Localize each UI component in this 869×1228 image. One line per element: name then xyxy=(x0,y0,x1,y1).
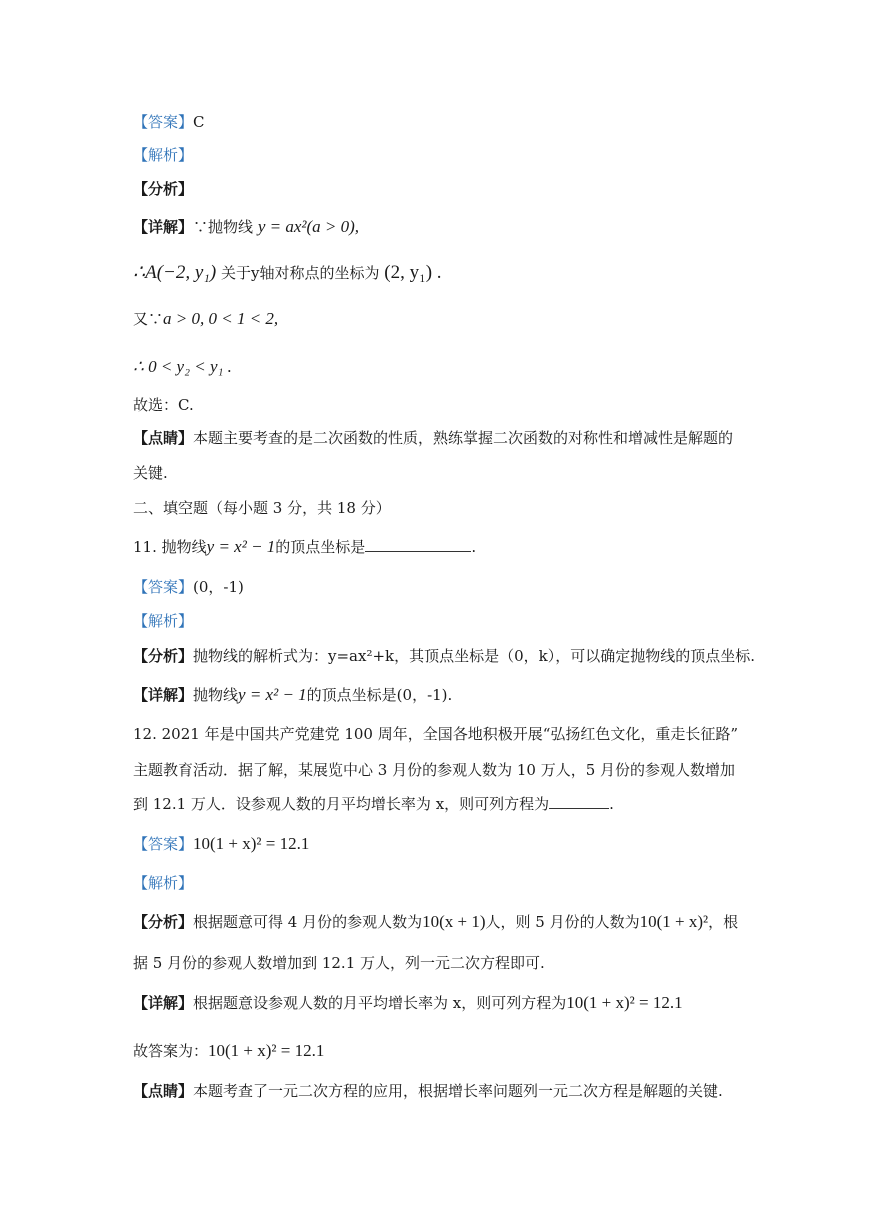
comment-text: 本题主要考查的是二次函数的性质，熟练掌握二次函数的对称性和增减性是解题的 xyxy=(193,429,734,447)
q12-period: . xyxy=(609,795,614,813)
q10-comment-line2: 关键. xyxy=(133,464,168,482)
q12-comment-line xyxy=(133,1084,723,1099)
q10-conclusion-line xyxy=(133,358,232,375)
q11-fenxi-line xyxy=(133,649,755,664)
answer-blank xyxy=(549,808,609,809)
q10-condition-line xyxy=(133,310,278,327)
q11-question-line xyxy=(133,538,476,555)
q10-detail-line xyxy=(133,218,359,235)
condition-text: 又∵ xyxy=(133,310,164,328)
detail-math: 10(1 + x)² = 12.1 xyxy=(566,993,683,1012)
q11-text-a: 抛物线 xyxy=(161,538,207,556)
section-title: 二、填空题（每小题 3 分，共 18 分） xyxy=(133,499,391,517)
q11-analysis-tag: 【解析】 xyxy=(133,612,194,630)
q11-answer-line xyxy=(133,580,244,595)
answer-tag: 【答案】 xyxy=(133,835,194,853)
comment-tag: 【点睛】 xyxy=(133,1082,194,1100)
q11-number: 11. xyxy=(133,538,157,556)
fenxi-text-b: 人，则 5 月份的人数为 xyxy=(485,913,640,931)
detail-text: ∵抛物线 xyxy=(193,218,254,236)
final-math: 10(1 + x)² = 12.1 xyxy=(208,1041,325,1060)
symmetric-point-math: (2, y₁) . xyxy=(384,262,442,283)
fenxi-math-1: 10(x + 1) xyxy=(422,912,486,931)
q12-question-line1: 12. 2021 年是中国共产党建党 100 周年，全国各地积极开展“弘扬红色文化，重走长征路” xyxy=(133,725,739,743)
q11-text-b: 的顶点坐标是 xyxy=(275,538,366,556)
symmetry-text: 关于y轴对称点的坐标为 xyxy=(221,264,380,282)
q12-question-line3 xyxy=(133,797,614,812)
detail-tag: 【详解】 xyxy=(133,686,194,704)
detail-text: 根据题意设参观人数的月平均增长率为 x，则可列方程为 xyxy=(193,994,567,1012)
q12-detail-line xyxy=(133,994,683,1011)
q12-fenxi-line2: 据 5 月份的参观人数增加到 12.1 万人，列一元二次方程即可. xyxy=(133,954,545,972)
fenxi-text-a: 根据题意可得 4 月份的参观人数为 xyxy=(193,913,423,931)
q12-text: 到 12.1 万人．设参观人数的月平均增长率为 x，则可列方程为 xyxy=(133,795,550,813)
q10-answer-line xyxy=(133,115,205,130)
q10-symmetry-line xyxy=(133,263,442,282)
q12-analysis-tag: 【解析】 xyxy=(133,874,194,892)
q11-detail-line xyxy=(133,686,452,703)
fenxi-math-2: 10(1 + x)² xyxy=(639,912,709,931)
detail-text-a: 抛物线 xyxy=(193,686,239,704)
q11-period: . xyxy=(471,538,477,556)
final-text: 故答案为： xyxy=(133,1042,209,1060)
q12-question-line2: 主题教育活动．据了解，某展览中心 3 月份的参观人数为 10 万人，5 月份的参观人数增加 xyxy=(133,761,736,779)
conclusion-math: ∴ 0 < y₂ < y₁ . xyxy=(133,357,232,376)
q10-fenxi-tag: 【分析】 xyxy=(133,180,194,198)
q12-fenxi-line xyxy=(133,913,738,930)
point-a-math: ∴A(−2, y₁) xyxy=(133,262,217,283)
detail-text-b: 的顶点坐标是(0，-1). xyxy=(306,686,453,704)
answer-blank xyxy=(365,551,471,552)
q10-comment-line xyxy=(133,431,733,446)
comment-text: 本题考查了一元二次方程的应用，根据增长率问题列一元二次方程是解题的关键. xyxy=(193,1082,723,1100)
answer-value: C xyxy=(193,113,205,131)
fenxi-tag: 【分析】 xyxy=(133,647,194,665)
detail-math: y = x² − 1 xyxy=(238,685,307,704)
q11-math: y = x² − 1 xyxy=(206,537,276,556)
answer-tag: 【答案】 xyxy=(133,113,194,131)
answer-math: 10(1 + x)² = 12.1 xyxy=(193,834,310,853)
comment-tag: 【点睛】 xyxy=(133,429,194,447)
fenxi-text: 抛物线的解析式为：y=ax²+k，其顶点坐标是（0，k），可以确定抛物线的顶点坐标. xyxy=(193,647,756,665)
q10-analysis-tag: 【解析】 xyxy=(133,146,194,164)
fenxi-tag: 【分析】 xyxy=(133,913,194,931)
detail-math: y = ax²(a > 0), xyxy=(257,217,360,236)
condition-math: a > 0, 0 < 1 < 2, xyxy=(163,309,279,328)
answer-tag: 【答案】 xyxy=(133,578,194,596)
q10-choose-line: 故选：C. xyxy=(133,396,194,414)
detail-tag: 【详解】 xyxy=(133,218,194,236)
answer-value: (0，-1) xyxy=(193,578,244,596)
fenxi-text-c: ，根 xyxy=(708,913,739,931)
detail-tag: 【详解】 xyxy=(133,994,194,1012)
q12-final-line xyxy=(133,1042,324,1059)
q12-answer-line xyxy=(133,835,309,852)
